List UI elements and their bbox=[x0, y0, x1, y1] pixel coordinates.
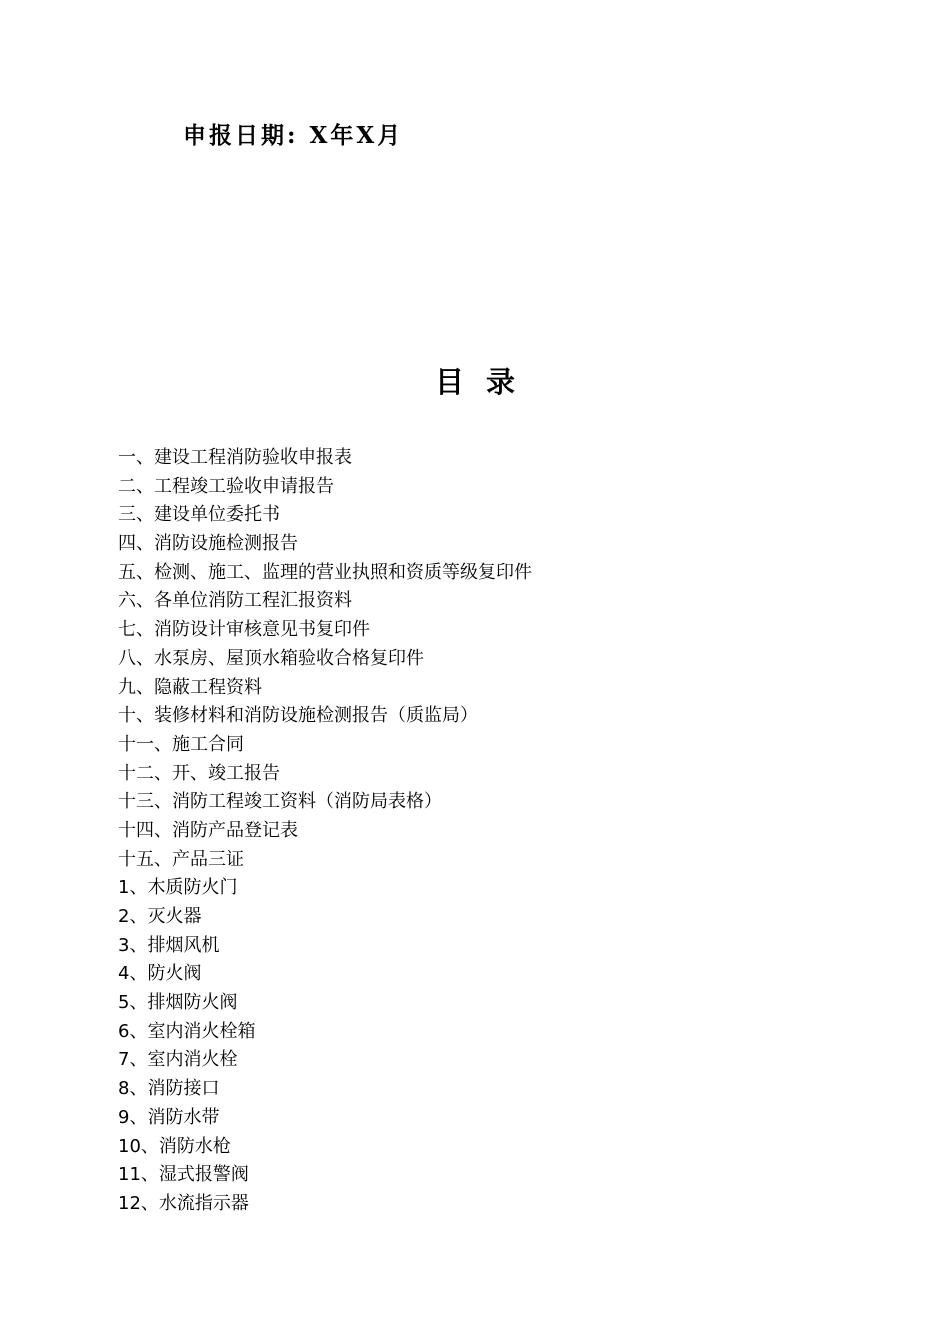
toc-item: 3、排烟风机 bbox=[118, 934, 220, 956]
toc-item: 九、隐蔽工程资料 bbox=[118, 676, 262, 698]
toc-list bbox=[118, 444, 532, 1219]
toc-item: 二、工程竣工验收申请报告 bbox=[118, 475, 334, 497]
declaration-date: 申报日期: X年X月 bbox=[183, 122, 404, 149]
toc-item: 三、建设单位委托书 bbox=[118, 504, 280, 526]
toc-title: 目录 bbox=[434, 365, 537, 399]
toc-item: 10、消防水枪 bbox=[118, 1135, 231, 1157]
toc-item: 七、消防设计审核意见书复印件 bbox=[118, 619, 370, 641]
toc-item: 8、消防接口 bbox=[118, 1078, 220, 1100]
toc-item: 6、室内消火栓箱 bbox=[118, 1020, 256, 1042]
toc-item: 9、消防水带 bbox=[118, 1106, 220, 1128]
toc-item: 五、检测、施工、监理的营业执照和资质等级复印件 bbox=[118, 561, 532, 583]
toc-item: 11、湿式报警阀 bbox=[118, 1164, 249, 1186]
toc-item: 5、排烟防火阀 bbox=[118, 992, 238, 1014]
toc-item: 八、水泵房、屋顶水箱验收合格复印件 bbox=[118, 647, 424, 669]
toc-item: 十、装修材料和消防设施检测报告（质监局） bbox=[118, 705, 478, 727]
toc-item: 4、防火阀 bbox=[118, 963, 202, 985]
toc-item: 7、室内消火栓 bbox=[118, 1049, 238, 1071]
toc-item: 十一、施工合同 bbox=[118, 733, 244, 755]
toc-item: 2、灭火器 bbox=[118, 906, 202, 927]
toc-item: 十三、消防工程竣工资料（消防局表格） bbox=[118, 791, 442, 813]
toc-item: 十五、产品三证 bbox=[118, 848, 244, 870]
toc-item: 十四、消防产品登记表 bbox=[118, 819, 298, 841]
toc-item: 十二、开、竣工报告 bbox=[118, 762, 280, 784]
toc-item: 1、木质防火门 bbox=[118, 877, 238, 899]
toc-item: 六、各单位消防工程汇报资料 bbox=[118, 590, 352, 612]
toc-item: 12、水流指示器 bbox=[118, 1192, 249, 1214]
toc-item: 四、消防设施检测报告 bbox=[118, 533, 298, 555]
toc-item: 一、建设工程消防验收申报表 bbox=[118, 447, 352, 468]
